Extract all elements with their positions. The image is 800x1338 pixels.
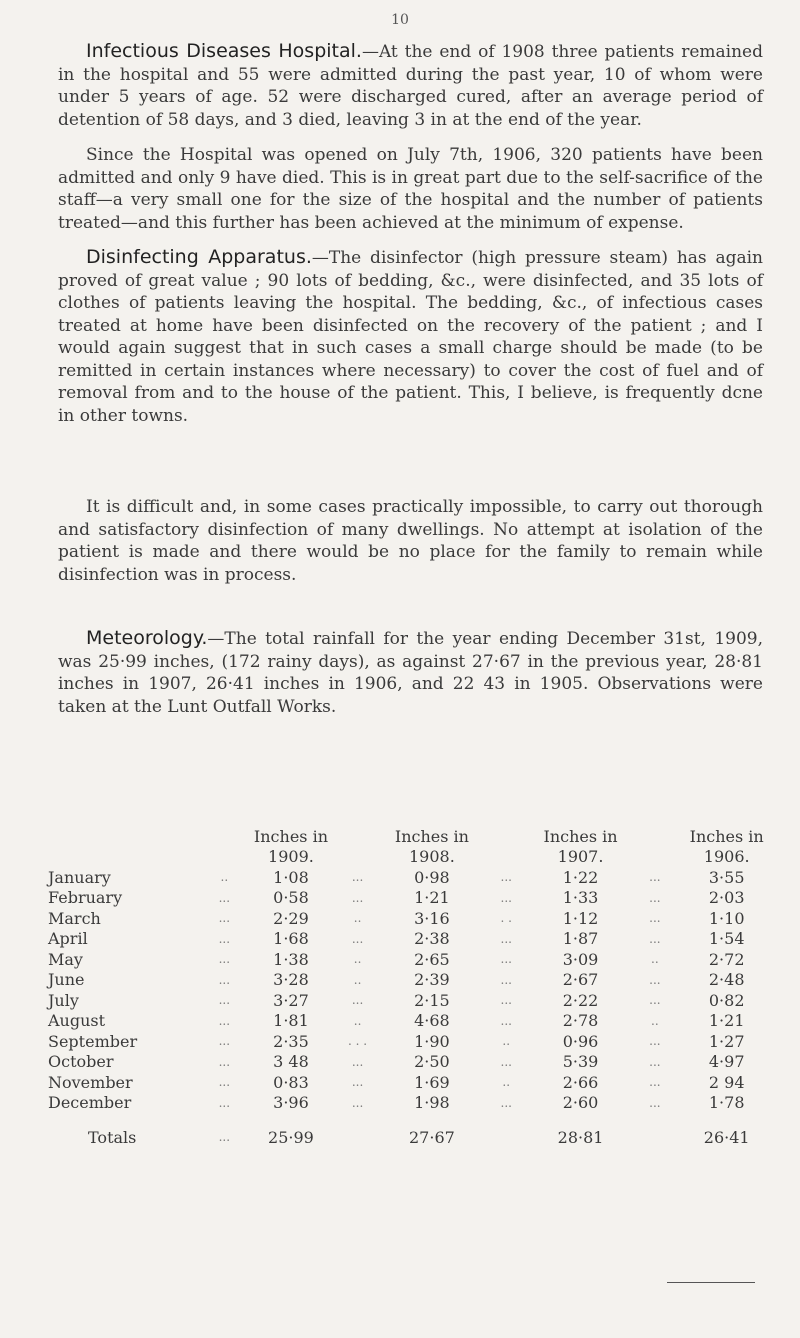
- table-row: [48, 1072, 778, 1093]
- dot-leader: ...: [218, 931, 231, 946]
- total-1908: 27·67: [409, 1127, 455, 1147]
- dot-leader: ...: [500, 1095, 512, 1110]
- dot-leader: ...: [218, 1054, 231, 1069]
- table-row: [48, 929, 778, 950]
- unit-header-1908: Inches in: [394, 826, 469, 846]
- dot-leader: ...: [351, 1095, 364, 1110]
- rainfall-table: [48, 826, 778, 1148]
- meteorology-paragraph: [58, 627, 763, 718]
- dot-leader: ...: [500, 952, 512, 967]
- month-label: December: [48, 1093, 132, 1113]
- month-label: July: [48, 990, 79, 1010]
- total-1906: 26·41: [703, 1127, 750, 1147]
- dot-leader: ...: [218, 890, 231, 905]
- dot-leader: ..: [651, 1013, 659, 1028]
- rainfall-value: 2·48: [708, 970, 745, 990]
- dot-leader: ...: [351, 993, 364, 1008]
- table-row: [48, 1031, 778, 1052]
- total-1907: 28·81: [557, 1127, 604, 1147]
- dot-leader: ...: [500, 1054, 512, 1069]
- rainfall-value: 2·60: [562, 1093, 599, 1113]
- dot-leader: ...: [351, 1054, 364, 1069]
- rainfall-value: 1·33: [562, 888, 599, 908]
- dot-leader: ..: [353, 952, 362, 967]
- totals-leader: ...: [218, 1130, 231, 1145]
- table-row: [48, 867, 778, 888]
- dot-leader: ..: [353, 972, 362, 987]
- unit-header-1907: Inches in: [543, 826, 618, 846]
- dot-leader: ...: [218, 952, 231, 967]
- rainfall-value: 2·65: [414, 949, 450, 969]
- dot-leader: ...: [649, 993, 661, 1008]
- dot-leader: ...: [500, 972, 512, 987]
- year-header-1908: 1908.: [409, 847, 455, 867]
- dot-leader: ...: [351, 890, 364, 905]
- dot-leader: ...: [351, 1075, 364, 1090]
- month-label: February: [48, 888, 123, 908]
- rainfall-value: 3·96: [273, 1093, 309, 1113]
- dot-leader: ..: [651, 952, 659, 967]
- dot-leader: ...: [649, 931, 661, 946]
- dot-leader: ..: [353, 911, 362, 926]
- table-row: [48, 1052, 778, 1073]
- rainfall-value: 1·08: [273, 867, 309, 887]
- hospital-paragraph: [58, 40, 763, 131]
- rainfall-value: 1·98: [414, 1093, 450, 1113]
- rainfall-value: 3·09: [562, 949, 599, 969]
- dot-leader: ...: [649, 911, 661, 926]
- unit-header-1909: Inches in: [253, 826, 328, 846]
- rainfall-value: 2·72: [708, 949, 745, 969]
- dot-leader: ...: [500, 1013, 512, 1028]
- totals-label: Totals: [88, 1127, 137, 1147]
- dot-leader: ...: [218, 1013, 231, 1028]
- dot-leader: ...: [218, 1075, 231, 1090]
- rainfall-value: 4·97: [708, 1052, 745, 1072]
- rainfall-value: 2·15: [414, 990, 450, 1010]
- rainfall-value: 3 48: [273, 1052, 309, 1072]
- table-row: [48, 949, 778, 970]
- rainfall-value: 2·29: [273, 908, 309, 928]
- rainfall-value: 3·27: [273, 990, 309, 1010]
- dot-leader: . . .: [348, 1034, 368, 1049]
- table-row: [48, 990, 778, 1011]
- dot-leader: ...: [649, 890, 661, 905]
- dot-leader: ...: [218, 972, 231, 987]
- dot-leader: ...: [500, 870, 512, 885]
- rainfall-value: 1·54: [708, 929, 745, 949]
- totals-rule: [667, 1282, 755, 1283]
- month-label: November: [48, 1072, 133, 1092]
- dot-leader: ..: [353, 1013, 362, 1028]
- disinfecting-text-1: —The disinfector (high pressure steam) has again proved of great value ; 90 lots of bedding, &c., were disinfected, and 35 lots of clothes of patients leaving the hospital. The bedding, &c., of infectious cases treated at home have been disinfected on the recovery of the patient ; and I would again suggest that in such cases a small charge should be made (to be remitted in certain instances where necessary) to cover the cost of fuel and of removal from and to the house of the patient. This, I believe, is frequently dcne in other towns.: [58, 248, 763, 426]
- dot-leader: ...: [649, 972, 661, 987]
- rainfall-value: 2·03: [708, 888, 745, 908]
- dot-leader: ...: [500, 993, 512, 1008]
- dot-leader: ...: [649, 1075, 661, 1090]
- rainfall-value: 1·69: [414, 1072, 450, 1092]
- rainfall-value: 3·16: [414, 908, 450, 928]
- month-label: May: [48, 949, 83, 969]
- rainfall-value: 0·83: [273, 1072, 309, 1092]
- dot-leader: ..: [502, 1075, 511, 1090]
- rainfall-value: 1·10: [708, 908, 745, 928]
- month-label: June: [48, 970, 85, 990]
- hospital-heading: Infectious Diseases Hospital.: [86, 40, 362, 62]
- dot-leader: ...: [218, 1095, 231, 1110]
- rainfall-value: 1·12: [562, 908, 599, 928]
- year-header-1909: 1909.: [268, 847, 314, 867]
- rainfall-value: 1·38: [273, 949, 309, 969]
- rainfall-value: 1·68: [273, 929, 309, 949]
- rainfall-value: 0·58: [273, 888, 309, 908]
- dot-leader: ...: [649, 1054, 661, 1069]
- rainfall-value: 2·67: [562, 970, 599, 990]
- total-1909: 25·99: [268, 1127, 314, 1147]
- rainfall-value: 1·90: [414, 1031, 450, 1051]
- year-header-1907: 1907.: [557, 847, 604, 867]
- rainfall-value: 1·21: [414, 888, 450, 908]
- month-label: March: [48, 908, 101, 928]
- unit-header-1906: Inches in: [689, 826, 764, 846]
- month-label: January: [48, 867, 111, 887]
- dot-leader: ...: [500, 890, 512, 905]
- rainfall-value: 1·81: [273, 1011, 309, 1031]
- rainfall-value: 2·38: [414, 929, 450, 949]
- disinfecting-paragraph: [58, 246, 763, 427]
- dot-leader: ...: [218, 911, 231, 926]
- meteorology-text-1: —The total rainfall for the year ending December 31st, 1909, was 25·99 inches, (172 rainy days), as against 27·67 in the previous year, 28·81 inches in 1907, 26·41 inches in 1906, and 22 43 in 1905. Observations were taken at the Lunt Outfall Works.: [58, 629, 763, 717]
- rainfall-value: 1·78: [708, 1093, 745, 1113]
- dot-leader: ..: [220, 870, 229, 885]
- dot-leader: ...: [351, 870, 364, 885]
- rainfall-value: 3·28: [273, 970, 309, 990]
- disinfecting-heading: Disinfecting Apparatus.: [86, 246, 312, 268]
- month-label: April: [48, 929, 88, 949]
- rainfall-value: 2·22: [562, 990, 599, 1010]
- rainfall-value: 1·21: [708, 1011, 745, 1031]
- table-row: [48, 888, 778, 909]
- rainfall-value: 0·96: [562, 1031, 599, 1051]
- dot-leader: ...: [218, 1034, 231, 1049]
- rainfall-value: 0·98: [414, 867, 450, 887]
- hospital-paragraph-2: [58, 144, 763, 234]
- month-label: September: [48, 1031, 138, 1051]
- dot-leader: ...: [649, 870, 661, 885]
- dot-leader: ...: [649, 1095, 661, 1110]
- rainfall-value: 2·50: [414, 1052, 450, 1072]
- dot-leader: . .: [500, 911, 512, 926]
- rainfall-value: 2·35: [273, 1031, 309, 1051]
- month-label: August: [48, 1011, 106, 1031]
- rainfall-value: 2·66: [562, 1072, 599, 1092]
- hospital-text-2: Since the Hospital was opened on July 7th, 1906, 320 patients have been admitted and only 9 have died. This is in great part due to the self-sacrifice of the staff—a very small one for the size of the hospital and the number of patients treated—and this further has been achieved at the minimum of expense.: [58, 145, 763, 233]
- rainfall-value: 4·68: [414, 1011, 450, 1031]
- rainfall-value: 0·82: [708, 990, 745, 1010]
- dot-leader: ...: [500, 931, 512, 946]
- disinfecting-text-2: It is difficult and, in some cases practically impossible, to carry out thorough and satisfactory disinfection of many dwellings. No attempt at isolation of the patient is made and there would be no place for the family to remain while disinfection was in process.: [58, 497, 763, 585]
- rainfall-value: 1·22: [562, 867, 599, 887]
- dot-leader: ...: [351, 931, 364, 946]
- table-row: [48, 970, 778, 991]
- rainfall-value: 2·39: [414, 970, 450, 990]
- year-header-1906: 1906.: [703, 847, 750, 867]
- rainfall-value: 3·55: [708, 867, 745, 887]
- rainfall-value: 2·78: [562, 1011, 599, 1031]
- table-row: [48, 1093, 778, 1114]
- disinfecting-paragraph-2: [58, 496, 763, 586]
- dot-leader: ...: [218, 993, 231, 1008]
- table-row: [48, 1011, 778, 1032]
- month-label: October: [48, 1052, 114, 1072]
- page-number: 10: [391, 12, 409, 28]
- dot-leader: ..: [502, 1034, 511, 1049]
- dot-leader: ...: [649, 1034, 661, 1049]
- totals-row: [48, 1113, 778, 1148]
- rainfall-value: 5·39: [562, 1052, 599, 1072]
- rainfall-value: 1·87: [562, 929, 599, 949]
- rainfall-value: 2 94: [708, 1072, 745, 1092]
- meteorology-heading: Meteorology.: [86, 627, 208, 649]
- hospital-text-1: —At the end of 1908 three patients remained in the hospital and 55 were admitted during the past year, 10 of whom were under 5 years of age. 52 were discharged cured, after an average period of detention of 58 days, and 3 died, leaving 3 in at the end of the year.: [58, 42, 763, 130]
- table-row: [48, 908, 778, 929]
- rainfall-value: 1·27: [708, 1031, 745, 1051]
